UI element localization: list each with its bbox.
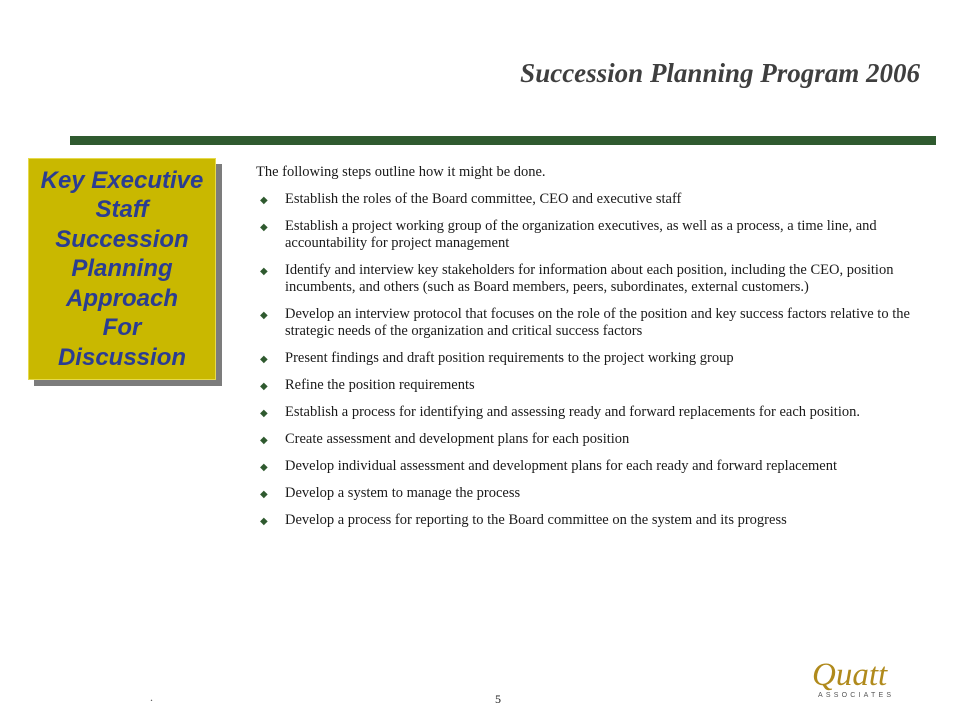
logo-word: Quatt [812, 657, 888, 693]
list-item [256, 262, 946, 296]
list-item [256, 377, 946, 394]
step-text: Develop an interview protocol that focuses on the role of the position and key success factors relative to the strategic needs of the organization and critical success factors [285, 306, 910, 339]
step-text: Refine the position requirements [285, 377, 475, 393]
list-item [256, 431, 946, 448]
step-text: Develop a system to manage the process [285, 485, 521, 501]
list-item [256, 458, 946, 475]
step-text: Develop individual assessment and development plans for each ready and forward replacement [285, 458, 838, 474]
list-item [256, 306, 946, 340]
steps-list [256, 191, 946, 529]
step-text: Create assessment and development plans for each position [285, 431, 630, 447]
logo-subtitle: ASSOCIATES [818, 692, 895, 699]
slide-title: Succession Planning Program 2006 [520, 58, 920, 88]
diamond-bullet-icon: ◆ [260, 381, 268, 392]
diamond-bullet-icon: ◆ [260, 195, 268, 206]
page-number: 5 [495, 692, 501, 706]
diamond-bullet-icon: ◆ [260, 222, 268, 233]
list-item [256, 218, 946, 252]
side-box-text: Key Executive Staff Succession Planning Approach For Discussion [40, 166, 204, 371]
list-item [256, 512, 946, 529]
diamond-bullet-icon: ◆ [260, 408, 268, 419]
step-text: Establish a project working group of the organization executives, as well as a process, a time line, and accountability for project management [285, 218, 877, 251]
steps-content [256, 164, 946, 539]
diamond-bullet-icon: ◆ [260, 266, 268, 277]
intro-text: The following steps outline how it might be done. [256, 164, 546, 180]
list-item [256, 191, 946, 208]
step-text: Establish the roles of the Board committee, CEO and executive staff [285, 191, 682, 207]
step-text: Identify and interview key stakeholders for information about each position, including the CEO, position incumbents, and others (such as Board members, peers, subordinates, external customers.) [285, 262, 894, 295]
side-box [28, 158, 216, 380]
diamond-bullet-icon: ◆ [260, 462, 268, 473]
diamond-bullet-icon: ◆ [260, 516, 268, 527]
diamond-bullet-icon: ◆ [260, 310, 268, 321]
diamond-bullet-icon: ◆ [260, 435, 268, 446]
step-text: Present findings and draft position requirements to the project working group [285, 350, 734, 366]
footer-dot: . [150, 690, 153, 704]
list-item [256, 485, 946, 502]
step-text: Develop a process for reporting to the Board committee on the system and its progress [285, 512, 787, 528]
step-text: Establish a process for identifying and assessing ready and forward replacements for each position. [285, 404, 860, 420]
list-item [256, 404, 946, 421]
diamond-bullet-icon: ◆ [260, 489, 268, 500]
diamond-bullet-icon: ◆ [260, 354, 268, 365]
list-item [256, 350, 946, 367]
company-logo [812, 657, 924, 700]
title-divider [70, 136, 936, 145]
